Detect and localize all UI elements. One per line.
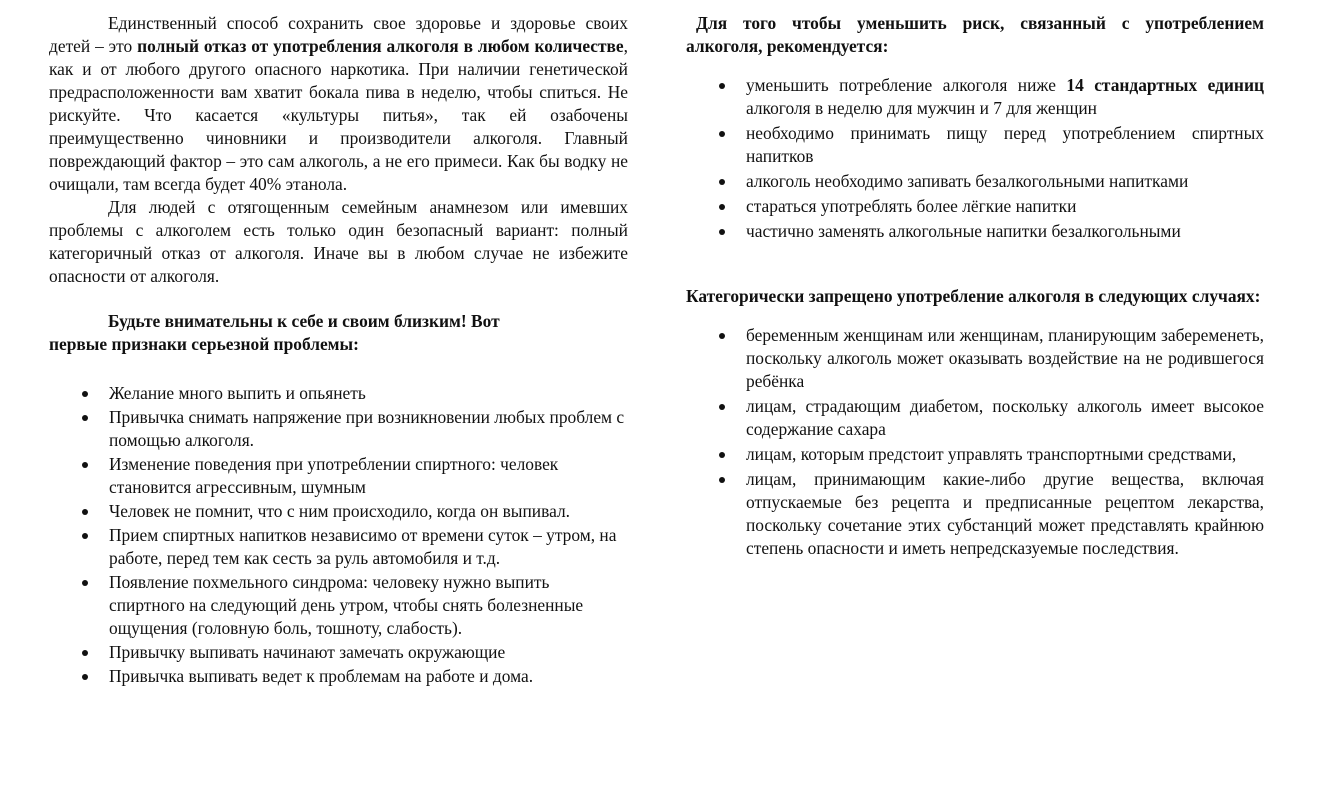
bullet-icon: [719, 477, 725, 483]
bullet-icon: [719, 452, 725, 458]
list-item: Человек не помнит, что с ним происходило, когда он выпивал.: [49, 500, 628, 523]
list-item: Изменение поведения при употреблении спиртного: человек становится агрессивным, шумным: [49, 453, 628, 499]
bullet-icon: [719, 204, 725, 210]
list-item: Желание много выпить и опьянеть: [49, 382, 628, 405]
risk-reduction-heading: Для того чтобы уменьшить риск, связанный с употреблением алкоголя, рекомендуется:: [686, 13, 1264, 56]
list-item: частично заменять алкогольные напитки безалкогольными: [686, 220, 1264, 243]
bullet-icon: [82, 650, 88, 656]
intro-text-end: , как и от любого другого опасного наркотика. При наличии генетической предрасположенности вам хватит бокала пива в неделю, чтобы спиться. Не рискуйте. Что касается «культуры питья», так ей озабочены преимущественно чиновники и производители алкоголя. Главный повреждающий фактор – это сам алкоголь, а не его примеси. Как бы водку не очищали, там всегда будет 40% этанола.: [49, 36, 628, 194]
list-item: Прием спиртных напитков независимо от времени суток – утром, на работе, перед тем как сесть за руль автомобиля и т.д.: [49, 524, 628, 570]
warning-heading: [49, 310, 628, 356]
list-item: Привычка снимать напряжение при возникновении любых проблем с помощью алкоголя.: [49, 406, 628, 452]
prohibitions-list: [686, 324, 1264, 560]
list-item: Привычка выпивать ведет к проблемам на работе и дома.: [49, 665, 628, 688]
list-item: необходимо принимать пищу перед употреблением спиртных напитков: [686, 122, 1264, 168]
intro-text-start: Единственный способ сохранить свое здоровье и здоровье своих детей – это: [49, 13, 628, 56]
list-item: стараться употреблять более лёгкие напитки: [686, 195, 1264, 218]
bullet-icon: [82, 462, 88, 468]
bullet-icon: [719, 131, 725, 137]
list-item: лицам, страдающим диабетом, поскольку алкоголь имеет высокое содержание сахара: [686, 395, 1264, 441]
list-item: уменьшить потребление алкоголя ниже 14 стандартных единиц алкоголя в неделю для мужчин и 7 для женщин: [686, 74, 1264, 120]
bullet-icon: [82, 391, 88, 397]
bullet-icon: [719, 404, 725, 410]
bullet-icon: [82, 674, 88, 680]
warning-heading-line2: первые признаки серьезной проблемы:: [49, 334, 359, 354]
bullet-icon: [82, 533, 88, 539]
right-column: [686, 12, 1264, 562]
bullet-icon: [719, 83, 725, 89]
left-column: [49, 12, 628, 689]
list-item: лицам, принимающим какие-либо другие вещества, включая отпускаемые без рецепта и предписанные рецептом лекарства, поскольку сочетание этих субстанций может представлять крайнюю степень опасности и иметь непредсказуемые последствия.: [686, 468, 1264, 560]
list-item: алкоголь необходимо запивать безалкогольными напитками: [686, 170, 1264, 193]
bullet-icon: [82, 415, 88, 421]
bullet-icon: [719, 179, 725, 185]
recommendations-list: [686, 74, 1264, 243]
family-history-paragraph: Для людей с отягощенным семейным анамнезом или имевших проблемы с алкоголем есть только один безопасный вариант: полный категоричный отказ от алкоголя. Иначе вы в любом случае не избежите опасности от алкоголя.: [49, 197, 628, 286]
list-item: Появление похмельного синдрома: человеку нужно выпить спиртного на следующий день утром, чтобы снять болезненные ощущения (головную боль, тошноту, слабость).: [49, 571, 628, 640]
bullet-icon: [719, 333, 725, 339]
list-item: Привычку выпивать начинают замечать окружающие: [49, 641, 628, 664]
list-item: лицам, которым предстоит управлять транспортными средствами,: [686, 443, 1264, 466]
warning-signs-list: [49, 382, 628, 688]
intro-paragraph: [49, 12, 628, 196]
bullet-icon: [719, 229, 725, 235]
list-item: беременным женщинам или женщинам, планирующим забеременеть, поскольку алкоголь может оказывать воздействие на не родившегося ребёнка: [686, 324, 1264, 393]
intro-bold-text: полный отказ от употребления алкоголя в любом количестве: [137, 36, 624, 56]
bullet-icon: [82, 580, 88, 586]
prohibition-heading: Категорически запрещено употребление алкоголя в следующих случаях:: [686, 286, 1261, 306]
warning-heading-line1: Будьте внимательны к себе и своим близким! Вот: [108, 311, 500, 331]
bullet-icon: [82, 509, 88, 515]
